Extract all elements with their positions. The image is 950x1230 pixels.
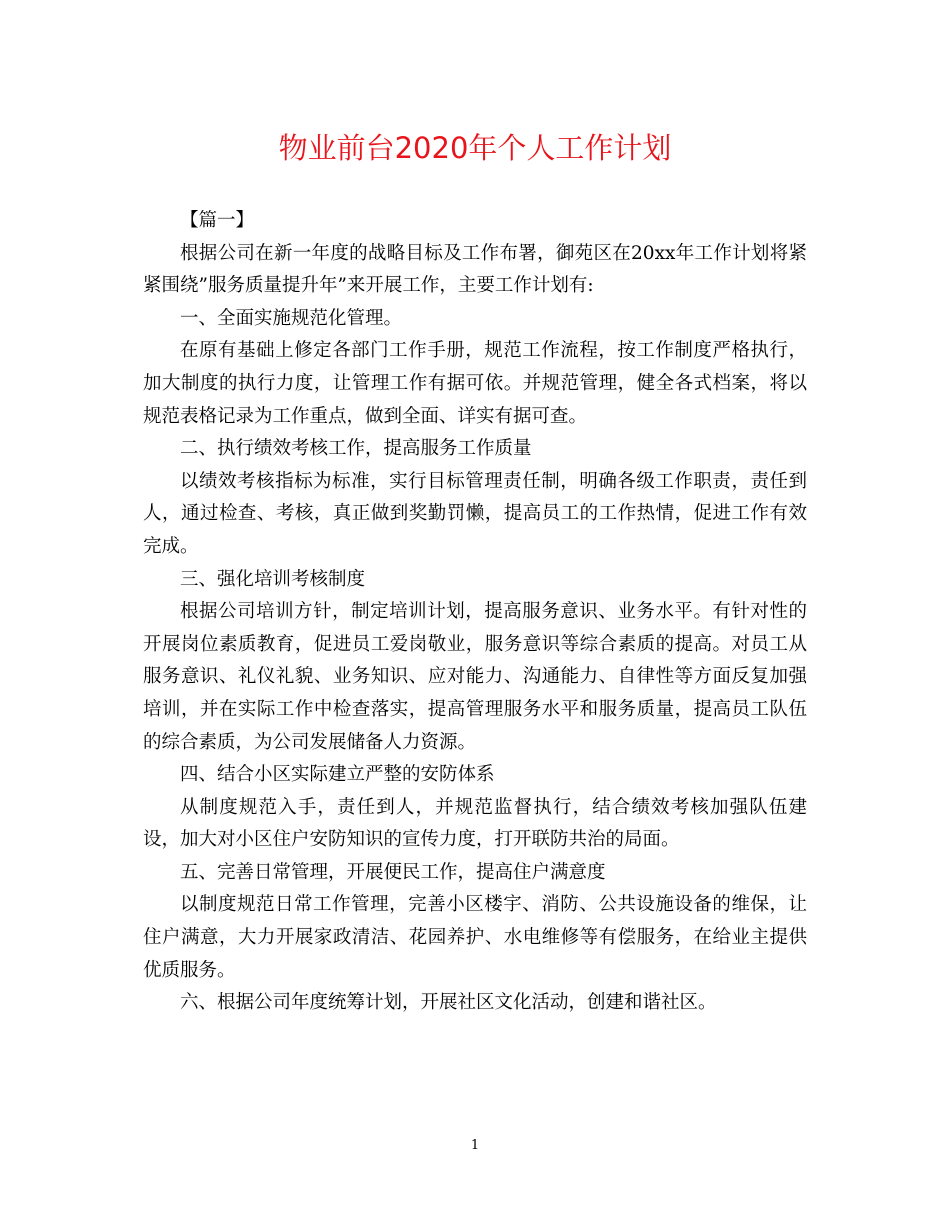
heading-3: 三、强化培训考核制度 xyxy=(180,568,366,590)
heading-5: 五、完善日常管理，开展便民工作，提高住户满意度 xyxy=(180,861,606,883)
paragraph-5: 以制度规范日常工作管理，完善小区楼宇、消防、公共设施设备的维保，让住户满意，大力开展家政清洁、花园养护、水电维修等有偿服务，在给业主提供优质服务。 xyxy=(143,894,807,981)
paragraph-1: 在原有基础上修定各部门工作手册，规范工作流程，按工作制度严格执行，加大制度的执行力度，让管理工作有据可依。并规范管理，健全各式档案，将以规范表格记录为工作重点，做到全面、详实有据可查。 xyxy=(143,340,807,427)
heading-4: 四、结合小区实际建立严整的安防体系 xyxy=(180,764,495,786)
intro-paragraph: 根据公司在新一年度的战略目标及工作布署，御苑区在20xx年工作计划将紧紧围绕”服务质量提升年”来开展工作，主要工作计划有: xyxy=(143,242,807,297)
paragraph-4: 从制度规范入手，责任到人，并规范监督执行，结合绩效考核加强队伍建设，加大对小区住户安防知识的宣传力度，打开联防共治的局面。 xyxy=(143,796,807,851)
document-body xyxy=(143,205,807,1020)
heading-1: 一、全面实施规范化管理。 xyxy=(180,307,403,329)
heading-2: 二、执行绩效考核工作，提高服务工作质量 xyxy=(180,438,532,460)
document-title: 物业前台2020年个人工作计划 xyxy=(278,131,672,165)
page-number: 1 xyxy=(470,1138,480,1153)
heading-6: 六、根据公司年度统筹计划，开展社区文化活动，创建和谐社区。 xyxy=(180,992,717,1014)
section-label: 【篇一】 xyxy=(180,210,255,231)
paragraph-2: 以绩效考核指标为标准，实行目标管理责任制，明确各级工作职责，责任到人，通过检查、考核，真正做到奖勤罚懒，提高员工的工作热情，促进工作有效完成。 xyxy=(143,470,807,557)
paragraph-3: 根据公司培训方针，制定培训计划，提高服务意识、业务水平。有针对性的开展岗位素质教育，促进员工爱岗敬业，服务意识等综合素质的提高。对员工从服务意识、礼仪礼貌、业务知识、应对能力、沟通能力、自律性等方面反复加强培训，并在实际工作中检查落实，提高管理服务水平和服务质量，提高员工队伍的综合素质，为公司发展储备人力资源。 xyxy=(143,601,807,753)
